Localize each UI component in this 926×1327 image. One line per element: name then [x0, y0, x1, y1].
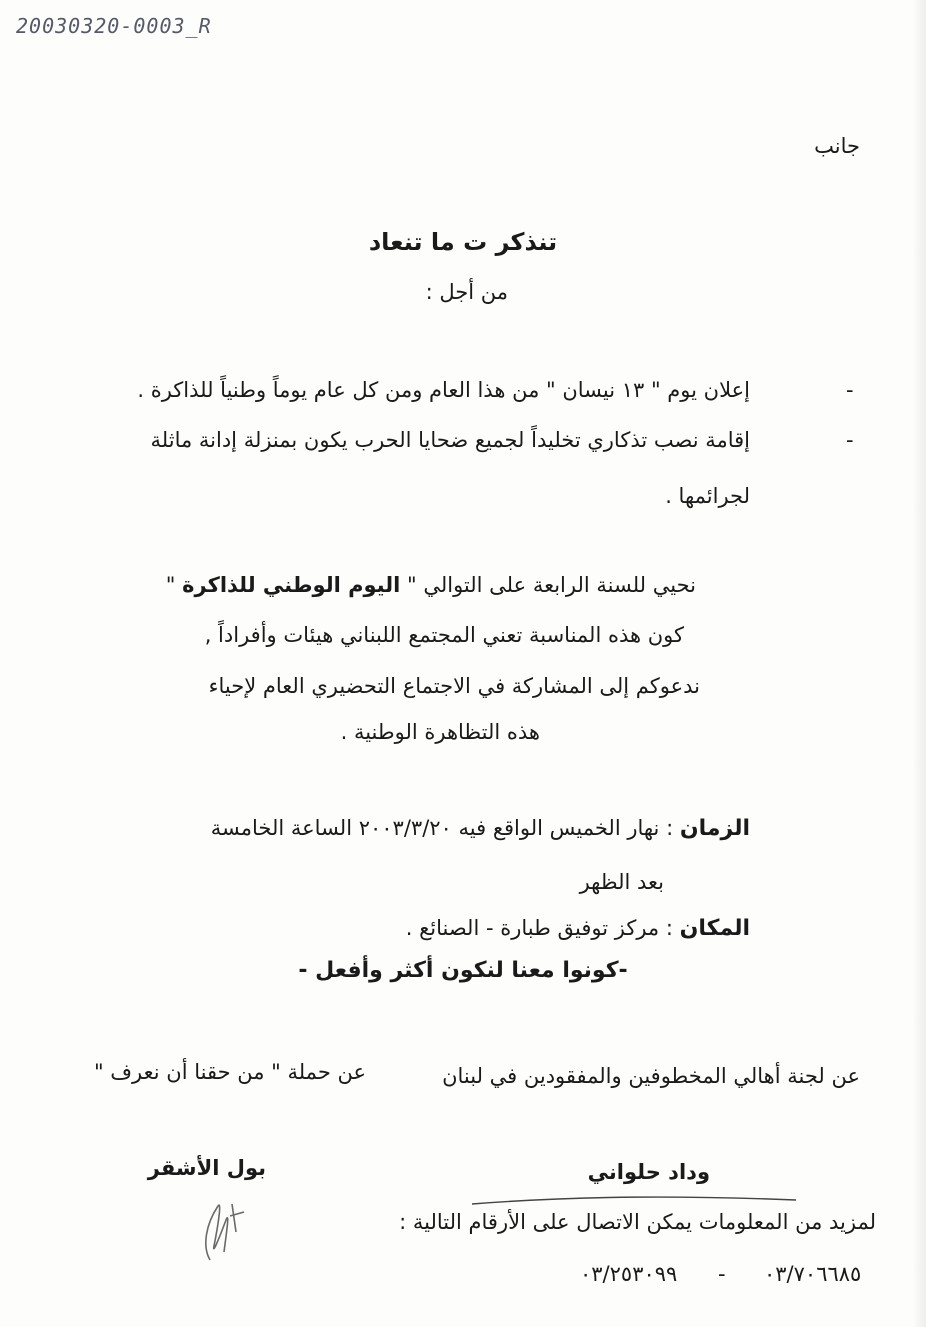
- bullet-2-continuation: لجرائمها .: [665, 484, 750, 508]
- body-line-3: ندعوكم إلى المشاركة في الاجتماع التحضيري العام لإحياء: [208, 674, 700, 698]
- slogan: -كونوا معنا لنكون أكثر وأفعل -: [298, 958, 628, 983]
- intro-line: من أجل :: [425, 280, 508, 304]
- body-line-2: كون هذه المناسبة تعني المجتمع اللبناني هيئات وأفراداً ,: [204, 623, 684, 647]
- committee-families: عن لجنة أهالي المخطوفين والمفقودين في لبنان: [442, 1064, 860, 1088]
- time-value-continued: بعد الظهر: [579, 870, 664, 894]
- place-label: المكان: [679, 916, 750, 941]
- signature-stroke-right: [470, 1190, 800, 1210]
- time-label: الزمان: [679, 816, 750, 841]
- time-value: : نهار الخميس الواقع فيه ٢٠٠٣/٣/٢٠ الساعة الخامسة: [210, 816, 674, 840]
- time-row: [211, 816, 750, 841]
- reference-number: 20030320-0003_R: [16, 14, 212, 38]
- bullet-2-marker: -: [846, 428, 854, 452]
- signatory-wadad-halawani: وداد حلواني: [587, 1160, 710, 1184]
- phone-number-1: ٠٣/٧٠٦٦٨٥: [764, 1262, 862, 1286]
- place-value: : مركز توفيق طبارة - الصنائع .: [405, 916, 673, 940]
- body-line-1-suffix: ": [165, 573, 176, 597]
- phone-separator: -: [718, 1262, 726, 1286]
- body-line-1-prefix: نحيي للسنة الرابعة على التوالي ": [407, 573, 696, 597]
- signatory-paul-achkar: بول الأشقر: [147, 1156, 266, 1180]
- page-shadow-edge: [912, 0, 926, 1327]
- body-line-4: هذه التظاهرة الوطنية .: [340, 720, 540, 744]
- bullet-1-marker: -: [846, 378, 854, 402]
- body-line-1: [166, 573, 696, 597]
- letter-title: تنذكر ت ما تنعاد: [368, 228, 558, 256]
- bullet-2-text: إقامة نصب تذكاري تخليداً لجميع ضحايا الحرب يكون بمنزلة إدانة ماثلة: [150, 428, 750, 452]
- place-row: [406, 916, 750, 941]
- addressee: جانب: [814, 134, 860, 158]
- contact-info-line: لمزيد من المعلومات يمكن الاتصال على الأرقام التالية :: [399, 1210, 876, 1234]
- handwritten-signature-left: [196, 1186, 266, 1266]
- national-day-name: اليوم الوطني للذاكرة: [182, 573, 401, 597]
- phone-number-2: ٠٣/٢٥٣٠٩٩: [580, 1262, 678, 1286]
- bullet-1-text: إعلان يوم " ١٣ نيسان " من هذا العام ومن كل عام يوماً وطنياً للذاكرة .: [137, 378, 750, 402]
- campaign-right-to-know: عن حملة " من حقنا أن نعرف ": [93, 1060, 366, 1084]
